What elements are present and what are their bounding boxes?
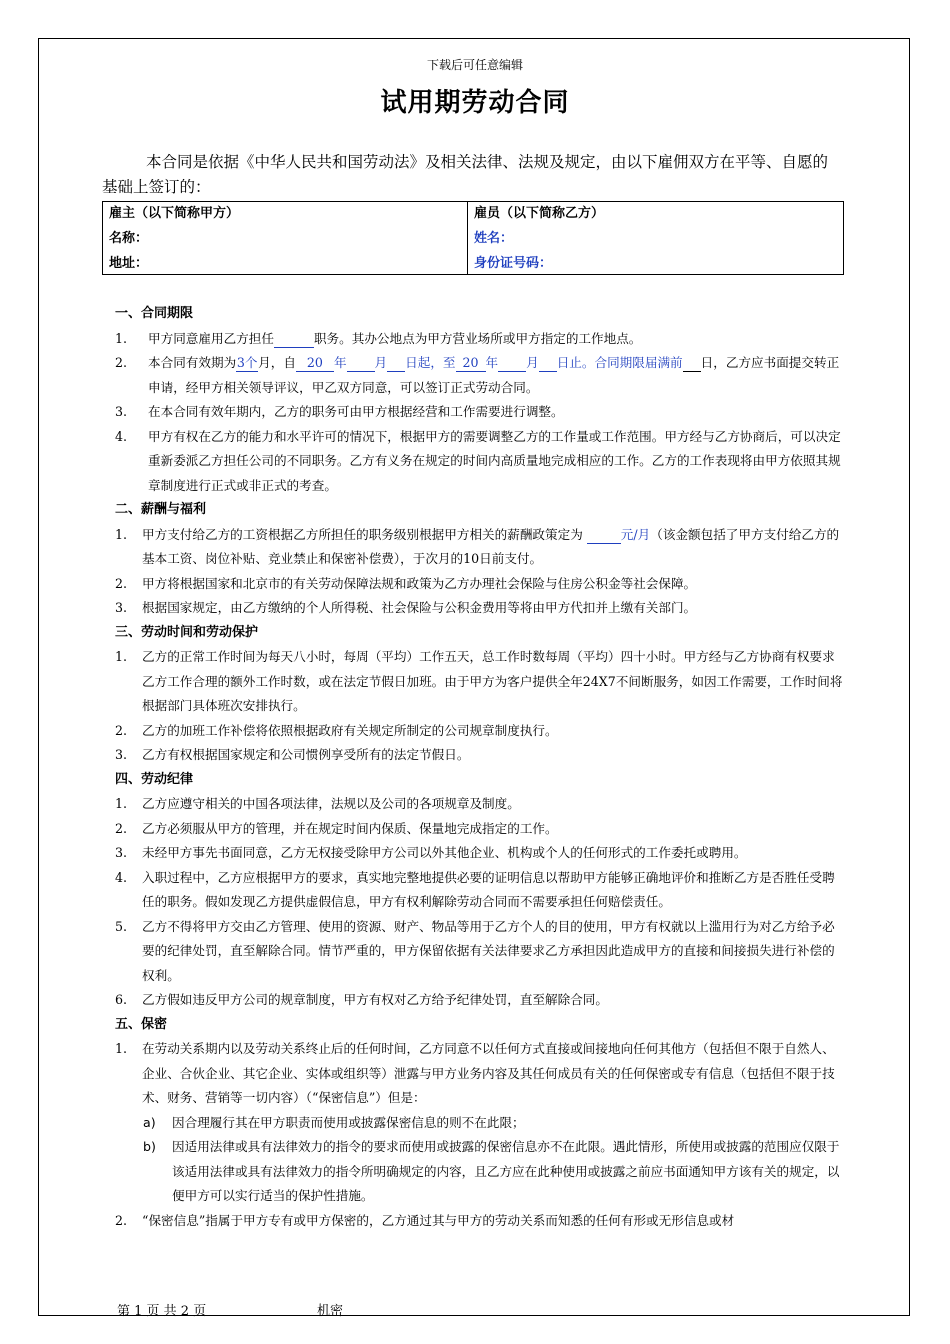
item-number: 2. (115, 1212, 128, 1228)
start-year-field: 20 (296, 355, 334, 372)
item-text: 乙方假如违反甲方公司的规章制度，甲方有权对乙方给予纪律处罚，直至解除合同。 (142, 992, 608, 1007)
item-text: 甲方有权在乙方的能力和水平许可的情况下，根据甲方的需要调整乙方的工作量或工作范围。甲方经与乙方协商后，可以决定重新委派乙方担任公司的不同职务。乙方有义务在规定的时间内高质量地完成相应的工作。乙方的工作表现将由甲方依照其规章制度进行正式或非正式的考查。 (148, 428, 841, 493)
item-text: 年 (485, 355, 499, 370)
item-text: 甲方同意雇用乙方担任 (148, 330, 274, 346)
page-number: 第 1 页 共 2 页 (117, 1304, 207, 1319)
item-text: 乙方的加班工作补偿将依照根据政府有关规定所制定的公司规章制度执行。 (142, 722, 558, 738)
sub-item-letter: b) (143, 1139, 156, 1154)
end-year-field: 20 (456, 355, 486, 372)
employer-name-label: 名称： (109, 231, 149, 246)
salary-blank (587, 527, 621, 544)
item-number: 1. (115, 649, 128, 664)
item-text: 乙方的正常工作时间为每天八小时，每周（平均）工作五天，总工作时数每周（平均）四十小时。甲方经与乙方协商有权要求乙方工作合理的额外工作时数，或在法定节假日加班。由于甲方为客户提供全年24X7不间断服务，如因工作需要，工作时间将根据部门具体班次安排执行。 (142, 649, 843, 713)
start-month-blank (347, 355, 375, 372)
item-text: 月 (374, 355, 388, 370)
item-text: 月 (526, 355, 539, 370)
parties-table (102, 201, 844, 275)
position-blank (274, 331, 314, 348)
editable-note: 下载后可任意编辑 (426, 58, 523, 72)
item-number: 1. (115, 796, 128, 811)
item-number: 3. (115, 747, 128, 762)
item-text: 乙方有权根据国家规定和公司惯例享受所有的法定节假日。 (142, 747, 470, 762)
item-number: 1. (115, 1041, 128, 1056)
item-number: 1. (115, 526, 128, 542)
item-number: 1. (115, 330, 128, 346)
list-item (115, 425, 845, 499)
list-item (115, 645, 845, 719)
employer-column (103, 202, 468, 274)
item-text: “保密信息”指属于甲方专有或甲方保密的，乙方通过其与甲方的劳动关系而知悉的任何有形或无形信息或材 (142, 1212, 735, 1228)
item-number: 6. (115, 992, 128, 1007)
list-item (115, 1037, 845, 1111)
item-number: 2. (115, 820, 128, 836)
page-footer (117, 1300, 344, 1319)
item-number: 4. (115, 428, 128, 444)
item-text: 乙方不得将甲方交由乙方管理、使用的资源、财产、物品等用于乙方个人的目的使用，甲方有权就以上滥用行为对乙方给予必要的纪律处罚，直至解除合同。情节严重的，甲方保留依据有关法律要求乙方承担因此造成甲方的直接和间接损失进行补偿的权利。 (142, 918, 835, 983)
item-text: 甲方支付给乙方的工资根据乙方所担任的职务级别根据甲方相关的薪酬政策定为 (142, 526, 583, 542)
sub-item-letter: a) (143, 1114, 156, 1130)
employee-id-label: 身份证号码： (474, 256, 553, 271)
item-text: 年 (333, 355, 347, 370)
days-blank (683, 355, 701, 372)
item-text: 因合理履行其在甲方职责而使用或披露保密信息的则不在此限； (172, 1114, 525, 1130)
item-text: （该金额包括了甲方支付给乙方的基本工资、岗位补贴、竞业禁止和保密补偿费），于次月的10日前支付。 (142, 526, 840, 566)
item-text: 根据国家规定，由乙方缴纳的个人所得税、社会保险与公积金费用等将由甲方代扣并上缴有关部门。 (142, 600, 697, 615)
employee-column (468, 202, 843, 274)
list-item (115, 572, 845, 597)
list-item (115, 915, 845, 989)
list-item (115, 719, 845, 744)
item-text: 在劳动关系期内以及劳动关系终止后的任何时间，乙方同意不以任何方式直接或间接地向任何其他方（包括但不限于自然人、企业、合伙企业、其它企业、实体或组织等）泄露与甲方业务内容及其任何成员有关的任何保密或专有信息（包括但不限于技术、财务、营销等一切内容）（“保密信息”）但是： (142, 1041, 835, 1105)
list-item (115, 351, 845, 400)
item-number: 2. (115, 575, 128, 591)
list-item (115, 327, 845, 352)
confidential-label: 机密 (317, 1304, 344, 1319)
list-item (115, 523, 845, 572)
start-day-blank (387, 355, 405, 372)
list-item (115, 866, 845, 915)
item-text: 甲方将根据国家和北京市的有关劳动保障法规和政策为乙方办理社会保险与住房公积金等社会保障。 (142, 575, 697, 591)
end-day-blank (539, 355, 557, 372)
list-item (115, 400, 845, 425)
months-field: 3个 (236, 355, 258, 370)
list-item (115, 792, 845, 817)
end-month-blank (498, 355, 526, 372)
list-item (115, 743, 845, 768)
intro-paragraph: 本合同是依据《中华人民共和国劳动法》及相关法律、法规及规定，由以下雇佣双方在平等、自愿的基础上签订的： (102, 153, 829, 196)
item-text: 日止。合同期限届满前 (556, 355, 683, 370)
section-title-salary: 二、薪酬与福利 (115, 502, 207, 517)
list-item (115, 596, 845, 621)
section-title-discipline: 四、劳动纪律 (115, 771, 194, 787)
item-text: 乙方应遵守相关的中国各项法律，法规以及公司的各项规章及制度。 (142, 796, 520, 811)
item-number: 3. (115, 600, 128, 615)
item-text: 乙方必须服从甲方的管理，并在规定时间内保质、保量地完成指定的工作。 (142, 820, 558, 836)
item-text: 职务。其办公地点为甲方营业场所或甲方指定的工作地点。 (313, 330, 642, 346)
item-number: 3. (115, 404, 128, 419)
item-text: 日起，至 (405, 355, 456, 370)
item-text: 入职过程中，乙方应根据甲方的要求，真实地完整地提供必要的证明信息以帮助甲方能够正确地评价和推断乙方是否胜任受聘任的职务。假如发现乙方提供虚假信息，甲方有权利解除劳动合同而不需要承担任何赔偿责任。 (142, 869, 835, 909)
page-title: 试用期劳动合同 (380, 88, 570, 118)
item-text: 未经甲方事先书面同意，乙方无权接受除甲方公司以外其他企业、机构或个人的任何形式的工作委托或聘用。 (142, 845, 747, 860)
section-title-hours: 三、劳动时间和劳动保护 (115, 624, 259, 640)
sub-list-item (115, 1135, 845, 1209)
item-number: 2. (115, 355, 128, 370)
section-title-confidentiality: 五、保密 (115, 1016, 168, 1032)
sub-list-item (115, 1111, 845, 1136)
list-item (115, 988, 845, 1013)
item-text: 在本合同有效年期内，乙方的职务可由甲方根据经营和工作需要进行调整。 (148, 404, 564, 419)
section-title-term: 一、合同期限 (115, 306, 194, 321)
item-number: 2. (115, 722, 128, 738)
item-number: 3. (115, 845, 128, 860)
item-text: 因适用法律或具有法律效力的指令的要求而使用或披露的保密信息亦不在此限。遇此情形，所使用或披露的范围应仅限于该适用法律或具有法律效力的指令所明确规定的内容，且乙方应在此种使用或披露之前应书面通知甲方该有关的规定，以便甲方可以实行适当的保护性措施。 (172, 1139, 840, 1203)
contract-body (115, 302, 845, 1233)
employee-heading: 雇员（以下简称乙方） (474, 206, 605, 221)
item-text: 日，乙方应书面提交转正申请，经甲方相关领导评议，甲乙双方同意，可以签订正式劳动合同。 (148, 355, 840, 395)
employer-address-label: 地址： (109, 256, 149, 271)
item-number: 4. (115, 869, 128, 885)
list-item (115, 841, 845, 866)
employer-heading: 雇主（以下简称甲方） (109, 206, 240, 221)
item-text: 本合同有效期为 (148, 355, 237, 370)
list-item (115, 1209, 845, 1234)
salary-unit: 元/月 (620, 526, 651, 542)
list-item (115, 817, 845, 842)
item-text: 月，自 (258, 355, 296, 370)
item-number: 5. (115, 918, 128, 934)
employee-name-label: 姓名： (474, 231, 514, 246)
